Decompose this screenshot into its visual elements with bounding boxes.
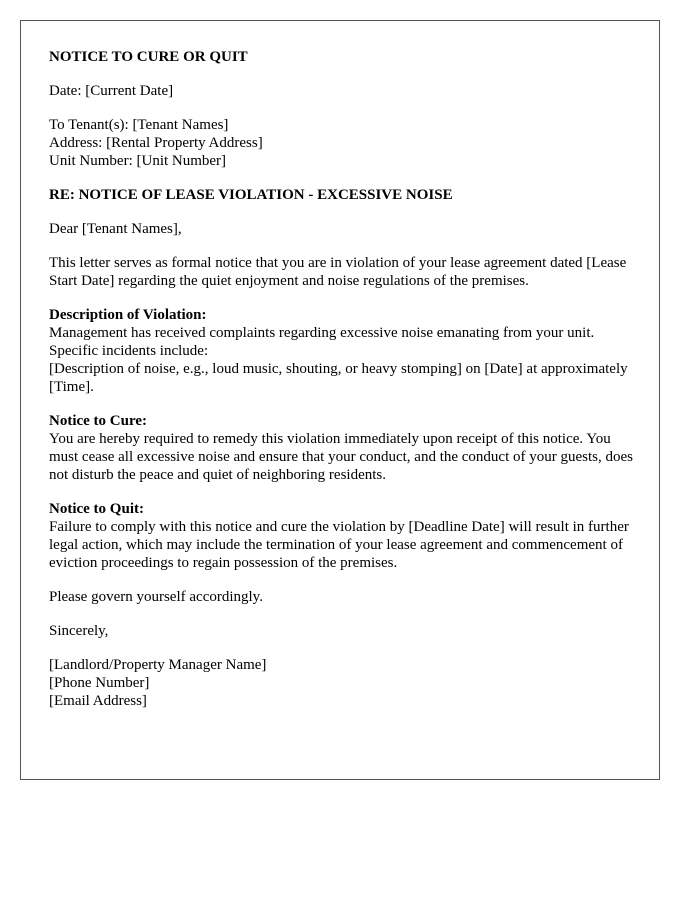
signature-email: [Email Address] <box>49 693 147 709</box>
recipient-tenants: To Tenant(s): [Tenant Names] <box>49 117 229 133</box>
quit-heading: Notice to Quit: <box>49 501 144 517</box>
signature-phone: [Phone Number] <box>49 675 150 691</box>
closing-note: Please govern yourself accordingly. <box>49 589 263 605</box>
description-detail: [Description of noise, e.g., loud music, shouting, or heavy stomping] on [Date] at approximately [Time]. <box>49 361 628 395</box>
sign-off: Sincerely, <box>49 623 109 639</box>
salutation: Dear [Tenant Names], <box>49 221 182 237</box>
signature-name: [Landlord/Property Manager Name] <box>49 657 267 673</box>
recipient-block <box>49 116 639 170</box>
cure-section <box>49 412 639 484</box>
letter-title: NOTICE TO CURE OR QUIT <box>49 49 248 65</box>
date-line: Date: [Current Date] <box>49 83 174 99</box>
quit-section <box>49 500 639 572</box>
description-heading: Description of Violation: <box>49 307 207 323</box>
description-section <box>49 306 639 396</box>
recipient-unit: Unit Number: [Unit Number] <box>49 153 227 169</box>
cure-body: You are hereby required to remedy this violation immediately upon receipt of this notice. You must cease all excessive noise and ensure that your conduct, and the conduct of your guests, does not disturb the peace and quiet of neighboring residents. <box>49 431 633 483</box>
letter-page <box>20 20 660 780</box>
quit-body: Failure to comply with this notice and cure the violation by [Deadline Date] will result in further legal action, which may include the termination of your lease agreement and commencement of eviction proceedings to regain possession of the premises. <box>49 519 629 571</box>
description-body: Management has received complaints regarding excessive noise emanating from your unit. Specific incidents include: <box>49 325 595 359</box>
subject-line: RE: NOTICE OF LEASE VIOLATION - EXCESSIVE NOISE <box>49 187 453 203</box>
signature-block <box>49 656 639 710</box>
intro-paragraph: This letter serves as formal notice that you are in violation of your lease agreement dated [Lease Start Date] regarding the quiet enjoyment and noise regulations of the premises. <box>49 255 627 289</box>
recipient-address: Address: [Rental Property Address] <box>49 135 263 151</box>
letter-content <box>49 48 639 726</box>
cure-heading: Notice to Cure: <box>49 413 148 429</box>
